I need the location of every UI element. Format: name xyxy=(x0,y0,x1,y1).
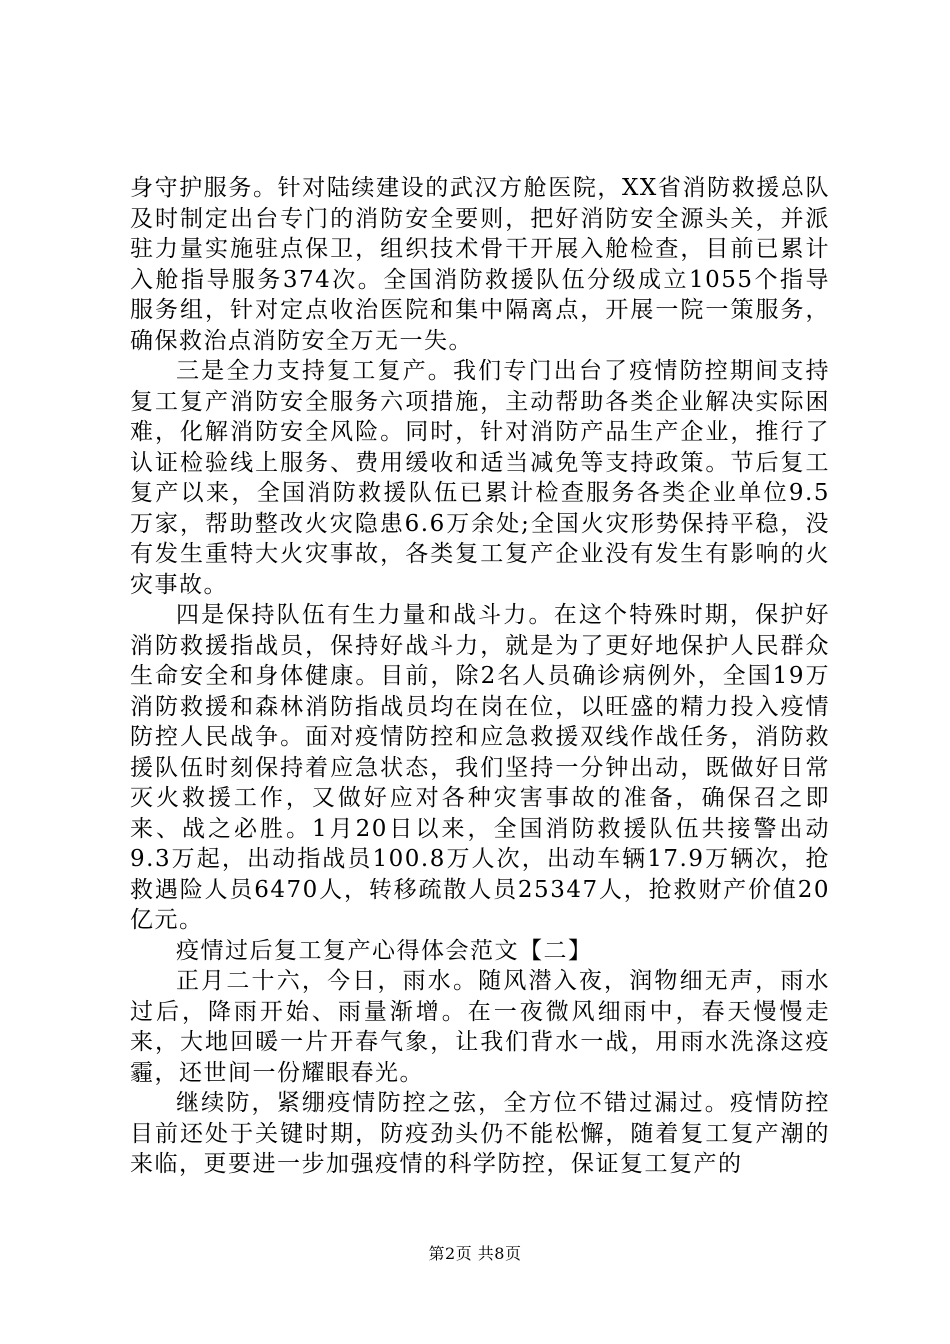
paragraph-prevention: 继续防，紧绷疫情防控之弦，全方位不错过漏过。疫情防控目前还处于关键时期，防疫劲头仍不能松懈，随着复工复产潮的来临，更要进一步加强疫情的科学防控，保证复工复产的 xyxy=(130,1090,830,1177)
paragraph-item-three: 三是全力支持复工复产。我们专门出台了疫情防控期间支持复工复产消防安全服务六项措施，主动帮助各类企业解决实际困难，化解消防安全风险。同时，针对消防产品生产企业，推行了认证检验线上服务、费用缓收和适当减免等支持政策。节后复工复产以来，全国消防救援队伍已累计检查服务各类企业单位9.5万家，帮助整改火灾隐患6.6万余处;全国火灾形势保持平稳，没有发生重特大火灾事故，各类复工复产企业没有发生有影响的火灾事故。 xyxy=(130,358,830,598)
document-body xyxy=(130,173,830,1180)
paragraph-continuation: 身守护服务。针对陆续建设的武汉方舱医院，XX省消防救援总队及时制定出台专门的消防安全要则，把好消防安全源头关，并派驻力量实施驻点保卫，组织技术骨干开展入舱检查，目前已累计入舱指导服务374次。全国消防救援队伍分级成立1055个指导服务组，针对定点收治医院和集中隔离点，开展一院一策服务，确保救治点消防安全万无一失。 xyxy=(130,175,830,354)
page-indicator: 第2页 共8页 xyxy=(428,1244,522,1263)
paragraph-item-four: 四是保持队伍有生力量和战斗力。在这个特殊时期，保护好消防救援指战员，保持好战斗力，就是为了更好地保护人民群众生命安全和身体健康。目前，除2名人员确诊病例外，全国19万消防救援和森林消防指战员均在岗在位，以旺盛的精力投入疫情防控人民战争。面对疫情防控和应急救援双线作战任务，消防救援队伍时刻保持着应急状态，我们坚持一分钟出动，既做好日常灭火救援工作，又做好应对各种灾害事故的准备，确保召之即来、战之必胜。1月20日以来，全国消防救援队伍共接警出动9.3万起，出动指战员100.8万人次，出动车辆17.9万辆次，抢救遇险人员6470人，转移疏散人员25347人，抢救财产价值20亿元。 xyxy=(130,602,830,933)
page-footer xyxy=(0,1244,950,1264)
paragraph-intro: 正月二十六，今日，雨水。随风潜入夜，润物细无声，雨水过后，降雨开始、雨量渐增。在一夜微风细雨中，春天慢慢走来，大地回暖一片开春气象，让我们背水一战，用雨水洗涤这疫霾，还世间一份耀眼春光。 xyxy=(130,968,830,1086)
section-heading: 疫情过后复工复产心得体会范文【二】 xyxy=(176,937,593,964)
